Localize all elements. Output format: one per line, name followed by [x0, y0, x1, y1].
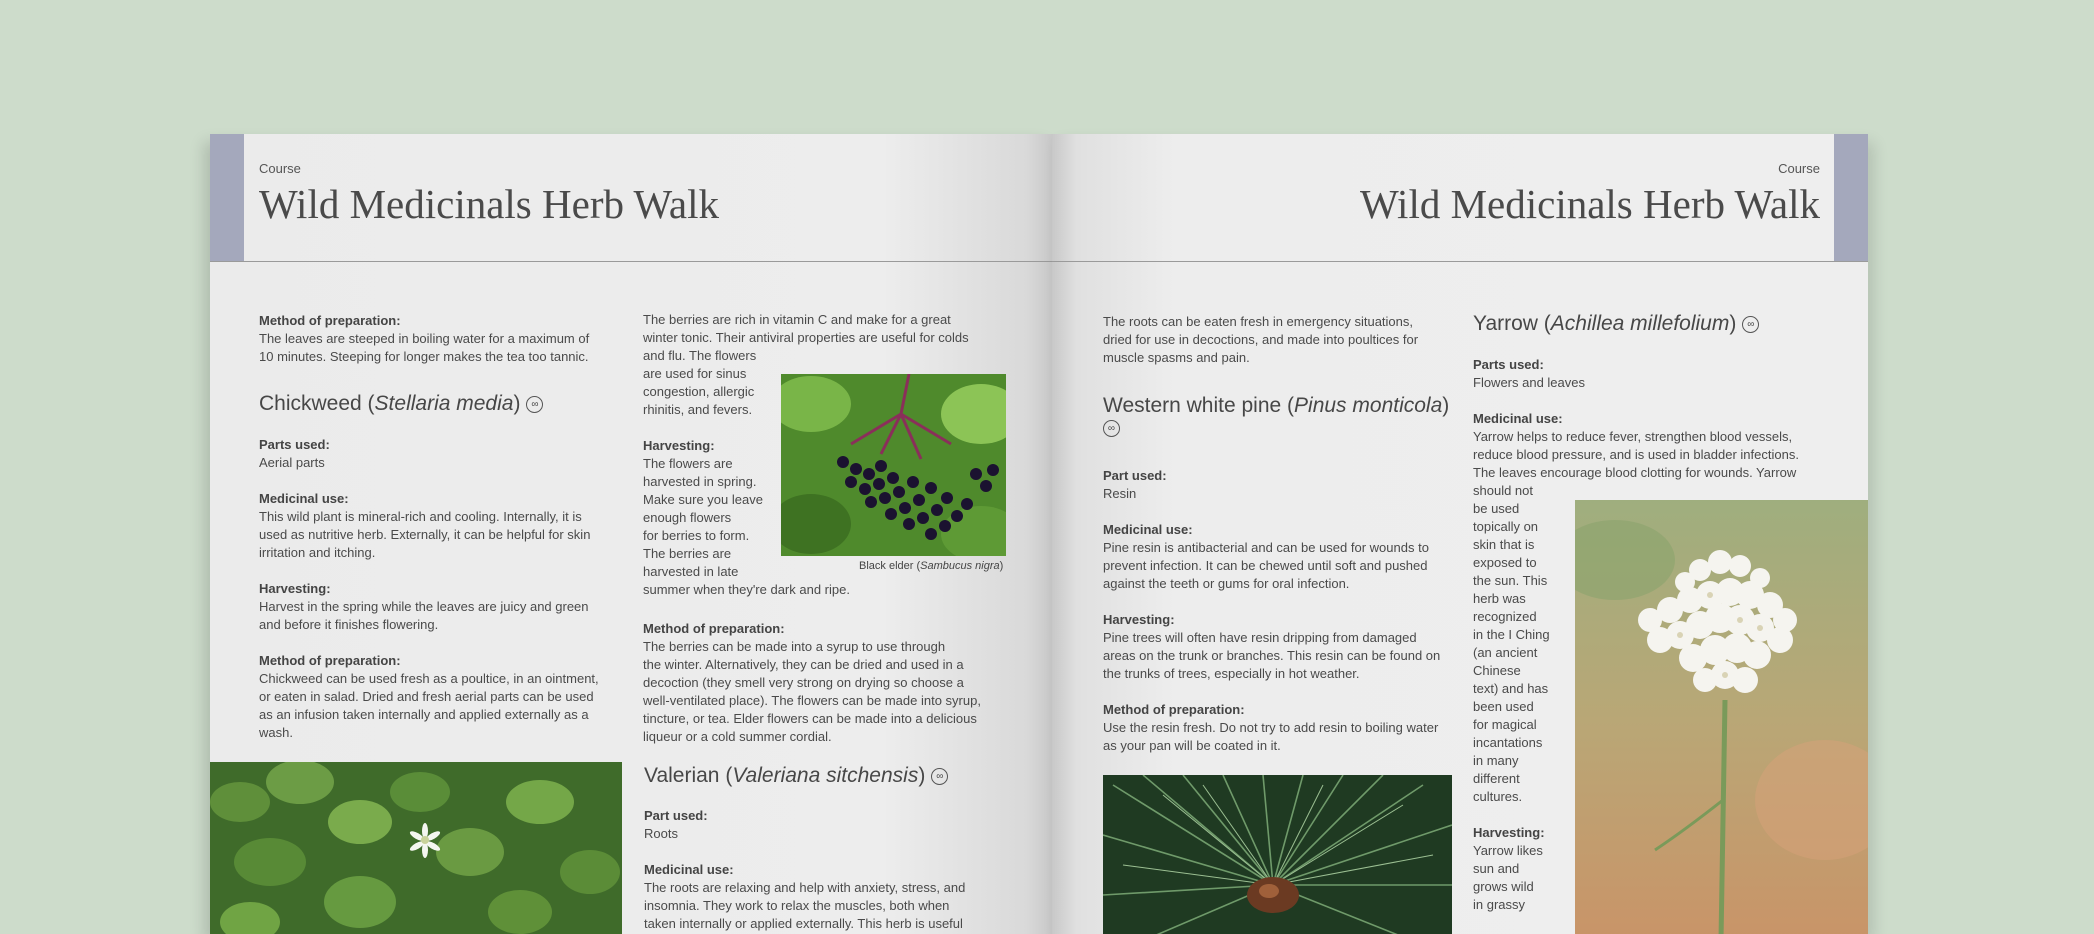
medicinal-text	[1103, 539, 1463, 593]
heading-paren: )	[1729, 312, 1737, 335]
heading-yarrow-name: Yarrow (	[1473, 312, 1551, 335]
elder-method-label: Method of preparation:	[643, 621, 785, 636]
text-line: recognized	[1473, 609, 1537, 624]
text-line: incantations	[1473, 735, 1543, 750]
text-line: different	[1473, 771, 1520, 786]
text-line: Make sure you leave	[643, 492, 763, 507]
text-line: taken internally or applied externally. This herb is useful	[644, 916, 963, 931]
text-line: used as nutritive herb. Externally, it can be helpful for skin	[259, 527, 591, 542]
medicinal-text	[644, 879, 1024, 933]
text-line: Chinese	[1473, 663, 1521, 678]
infinity-icon: ∞	[1742, 316, 1759, 333]
text-line: The berries are	[643, 546, 732, 561]
text-line: cultures.	[1473, 789, 1523, 804]
caption-prefix: Black elder (	[859, 560, 921, 572]
page-header	[210, 134, 1052, 262]
heading-chickweed	[259, 392, 543, 416]
text-line: winter tonic. Their antiviral properties are useful for colds	[643, 330, 969, 345]
heading-pine	[1103, 394, 1449, 418]
text-line: in grassy	[1473, 897, 1526, 912]
infinity-icon: ∞	[1103, 420, 1120, 437]
text-line: text) and has	[1473, 681, 1549, 696]
text-line: wash.	[259, 725, 293, 740]
heading-valerian-latin: Valeriana sitchensis	[732, 764, 919, 787]
harvest-text	[259, 598, 639, 634]
text-line: exposed to	[1473, 555, 1537, 570]
parts-value: Roots	[644, 826, 678, 841]
parts-label: Parts used:	[1473, 357, 1544, 372]
text-line: prevent infection. It can be chewed until soft and pushed	[1103, 558, 1428, 573]
text-line: in the I Ching	[1473, 627, 1550, 642]
method-label: Method of preparation:	[1103, 702, 1245, 717]
parts-label: Parts used:	[259, 437, 330, 452]
harvest-label: Harvesting:	[1473, 825, 1545, 840]
header-color-band	[1834, 134, 1868, 261]
pine-details	[1103, 467, 1463, 755]
text-line: Chickweed can be used fresh as a poultice, in an ointment,	[259, 671, 599, 686]
text-line: liqueur or a cold summer cordial.	[643, 729, 832, 744]
header-color-band	[210, 134, 244, 261]
text-line: rhinitis, and fevers.	[643, 402, 753, 417]
text-line: The berries are rich in vitamin C and make for a great	[643, 312, 951, 327]
text-line: The berries can be made into a syrup to use through	[643, 639, 946, 654]
heading-yarrow-latin: Achillea millefolium	[1550, 312, 1730, 335]
heading-valerian-name: Valerian (	[644, 764, 733, 787]
infinity-icon: ∞	[931, 768, 948, 785]
text-line: for berries to form.	[643, 528, 750, 543]
text-line: and flu. The flowers	[643, 348, 757, 363]
heading-paren: )	[918, 764, 926, 787]
text-line: the sun. This	[1473, 573, 1548, 588]
text-line: The roots are relaxing and help with anxiety, stress, and	[644, 880, 966, 895]
infinity-icon: ∞	[526, 396, 543, 413]
method-text	[259, 670, 639, 742]
heading-paren: )	[513, 392, 521, 415]
text-line: the winter. Alternatively, they can be dried and used in a	[643, 657, 964, 672]
left-page	[210, 134, 1052, 934]
text-line: herb was	[1473, 591, 1526, 606]
caption-latin: Sambucus nigra	[920, 560, 1000, 572]
medicinal-label: Medicinal use:	[644, 862, 734, 877]
text-line: The roots can be eaten fresh in emergency situations,	[1103, 314, 1414, 329]
valerian-continued	[1103, 313, 1463, 367]
text-line: Yarrow helps to reduce fever, strengthen blood vessels,	[1473, 429, 1793, 444]
text-line: in many	[1473, 753, 1519, 768]
text-line: The leaves are steeped in boiling water for a maximum of	[259, 331, 590, 346]
text-line: as your pan will be coated in it.	[1103, 738, 1281, 753]
heading-yarrow	[1473, 312, 1759, 336]
text-line: the trunks of trees, especially in hot weather.	[1103, 666, 1360, 681]
harvest-label: Harvesting:	[1103, 612, 1175, 627]
header-kicker: Course	[1778, 161, 1820, 176]
chickweed-photo	[210, 762, 622, 934]
text-line: topically on	[1473, 519, 1539, 534]
text-line: and before it finishes flowering.	[259, 617, 439, 632]
text-line: muscle spasms and pain.	[1103, 350, 1250, 365]
text-line: grows wild	[1473, 879, 1534, 894]
text-line: are used for sinus	[643, 366, 747, 381]
elder-method	[643, 620, 1023, 746]
heading-paren: )	[1442, 394, 1450, 417]
text-line: or eaten in salad. Dried and fresh aerial parts can be used	[259, 689, 594, 704]
heading-chickweed-name: Chickweed (	[259, 392, 375, 415]
page-header	[1052, 134, 1868, 262]
text-line: sun and	[1473, 861, 1520, 876]
header-title: Wild Medicinals Herb Walk	[1360, 181, 1820, 227]
text-line: insomnia. They work to relax the muscles, both when	[644, 898, 950, 913]
medicinal-label: Medicinal use:	[1473, 411, 1563, 426]
elder-caption	[859, 560, 1003, 572]
text-line: (an ancient	[1473, 645, 1538, 660]
text-line: should not	[1473, 483, 1533, 498]
magazine-spread	[210, 134, 1868, 934]
text-line: Pine trees will often have resin dripping from damaged	[1103, 630, 1417, 645]
text-line: reduce blood pressure, and is used in bladder infections.	[1473, 447, 1799, 462]
text-line: enough flowers	[643, 510, 732, 525]
text-line: been used	[1473, 699, 1534, 714]
harvest-label: Harvesting:	[259, 581, 331, 596]
text-line: dried for use in decoctions, and made into poultices for	[1103, 332, 1419, 347]
text-line: well-ventilated place). The flowers can be made into syrup,	[643, 693, 981, 708]
right-page	[1052, 134, 1868, 934]
pine-photo	[1103, 775, 1452, 934]
elderberry-photo	[781, 374, 1006, 556]
medicinal-label: Medicinal use:	[259, 491, 349, 506]
text-line: Pine resin is antibacterial and can be used for wounds to	[1103, 540, 1429, 555]
heading-valerian	[644, 764, 948, 788]
text-line: as an infusion taken internally and applied externally as a	[259, 707, 589, 722]
elder-harvest-text	[643, 455, 850, 599]
caption-suffix: )	[999, 560, 1004, 572]
parts-label: Part used:	[644, 808, 708, 823]
text-line: against the teeth or gums for oral infection.	[1103, 576, 1350, 591]
heading-pine-latin: Pinus monticola	[1294, 394, 1443, 417]
text-line: This wild plant is mineral-rich and cooling. Internally, it is	[259, 509, 582, 524]
text-line: Use the resin fresh. Do not try to add resin to boiling water	[1103, 720, 1439, 735]
valerian-details	[644, 807, 1024, 933]
text-line: areas on the trunk or branches. This resin can be found on	[1103, 648, 1441, 663]
header-kicker: Course	[259, 161, 301, 176]
elder-harvest-label: Harvesting:	[643, 438, 715, 453]
text-line: tincture, or tea. Elder flowers can be made into a delicious	[643, 711, 977, 726]
parts-value: Resin	[1103, 486, 1137, 501]
text-line: The flowers are	[643, 456, 733, 471]
intro-method	[259, 312, 589, 366]
yarrow-photo	[1575, 500, 1868, 934]
text-line: summer when they're dark and ripe.	[643, 582, 850, 597]
parts-label: Part used:	[1103, 468, 1167, 483]
text-line: Yarrow likes	[1473, 843, 1543, 858]
medicinal-text	[259, 508, 639, 562]
elder-method-text	[643, 638, 1023, 746]
text-line: be used	[1473, 501, 1520, 516]
text-line: harvested in spring.	[643, 474, 757, 489]
medicinal-label: Medicinal use:	[1103, 522, 1193, 537]
heading-chickweed-latin: Stellaria media	[374, 392, 514, 415]
method-label: Method of preparation:	[259, 653, 401, 668]
text-line: skin that is	[1473, 537, 1535, 552]
method-text	[1103, 719, 1463, 755]
text-line: for magical	[1473, 717, 1537, 732]
text-line: decoction (they smell very strong on drying so choose a	[643, 675, 964, 690]
text-line: harvested in late	[643, 564, 739, 579]
chickweed-details	[259, 436, 639, 742]
parts-value: Aerial parts	[259, 455, 325, 470]
text-line: 10 minutes. Steeping for longer makes the tea too tannic.	[259, 349, 589, 364]
text-line: irritation and itching.	[259, 545, 376, 560]
harvest-text	[1103, 629, 1463, 683]
parts-value: Flowers and leaves	[1473, 375, 1585, 390]
intro-method-label: Method of preparation:	[259, 313, 401, 328]
text-line: The leaves encourage blood clotting for wounds. Yarrow	[1473, 465, 1797, 480]
heading-pine-name: Western white pine (	[1103, 394, 1295, 417]
elder-harvest	[643, 437, 850, 599]
text-line: Harvest in the spring while the leaves are juicy and green	[259, 599, 589, 614]
intro-method-text	[259, 330, 589, 366]
header-title: Wild Medicinals Herb Walk	[259, 181, 719, 227]
valerian-continued-text	[1103, 313, 1463, 367]
text-line: congestion, allergic	[643, 384, 755, 399]
